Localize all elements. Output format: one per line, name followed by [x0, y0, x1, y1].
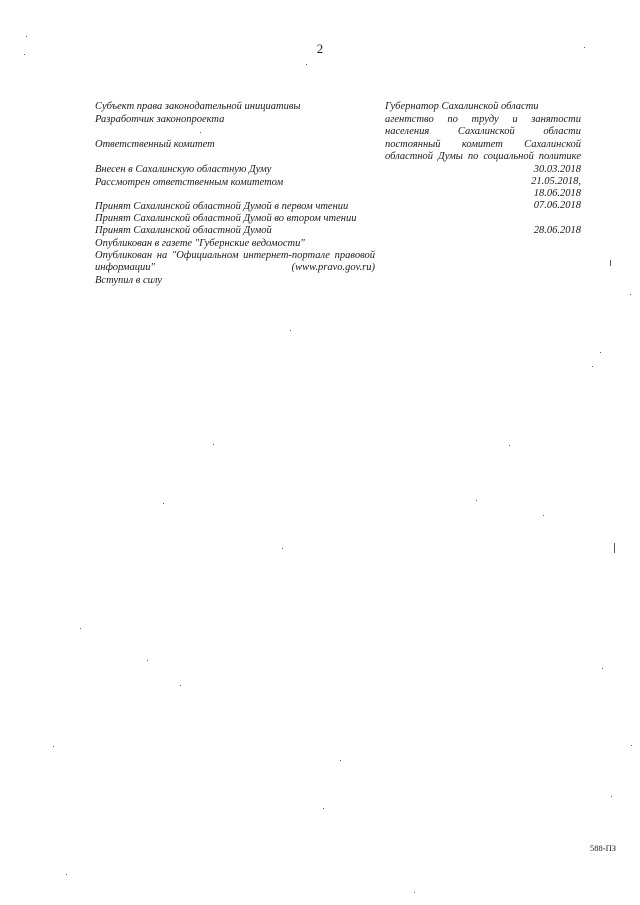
label-published-portal: Опубликован на "Официальном интернет-портале правовой информации" (www.pravo.gov.ru): [95, 250, 375, 273]
document-code: 588-ПЗ: [590, 843, 616, 853]
scan-speck: [509, 445, 510, 446]
label-submitted: Внесен в Сахалинскую областную Думу: [95, 164, 272, 175]
date-adopted: 28.06.2018: [533, 225, 581, 236]
date-submitted: 30.03.2018: [533, 164, 581, 175]
scan-speck: [631, 745, 632, 746]
scan-speck: [282, 548, 283, 549]
scan-speck: [80, 628, 81, 629]
scan-speck: [543, 515, 544, 516]
label-developer: Разработчик законопроекта: [95, 114, 225, 125]
label-committee: Ответственный комитет: [95, 139, 215, 150]
date-first-reading: 07.06.2018: [533, 200, 581, 211]
scan-speck: [323, 808, 324, 809]
scan-speck: [66, 874, 67, 875]
scan-speck: [306, 64, 307, 65]
scan-speck: [24, 54, 25, 55]
page-number: 2: [316, 41, 324, 56]
scan-speck: [611, 796, 612, 797]
label-in-force: Вступил в силу: [95, 275, 162, 286]
scan-speck: [26, 36, 27, 37]
scan-speck: [476, 500, 477, 501]
scan-speck: [610, 260, 611, 266]
scan-speck: [340, 760, 341, 761]
scan-speck: [213, 444, 214, 445]
scan-speck: [614, 543, 615, 553]
scan-speck: [630, 294, 631, 295]
scan-speck: [290, 330, 291, 331]
value-subject: Губернатор Сахалинской области: [385, 101, 539, 112]
label-adopted: Принят Сахалинской областной Думой: [95, 225, 272, 236]
scan-speck: [584, 47, 585, 48]
scan-speck: [600, 352, 601, 353]
scan-speck: [180, 685, 181, 686]
scan-speck: [147, 660, 148, 661]
scan-speck: [592, 366, 593, 367]
scan-speck: [53, 746, 54, 747]
label-subject: Субъект права законодательной инициативы: [95, 101, 301, 112]
label-reviewed: Рассмотрен ответственным комитетом: [95, 177, 284, 188]
scan-speck: [163, 503, 164, 504]
value-committee: постоянный комитет Сахалинской областной Думы по социальной политике: [385, 139, 581, 162]
scan-speck: [602, 668, 603, 669]
label-published-gazette: Опубликован в газете "Губернские ведомости": [95, 238, 305, 249]
label-first-reading: Принят Сахалинской областной Думой в первом чтении: [95, 201, 349, 212]
scan-speck: [414, 892, 415, 893]
label-second-reading: Принят Сахалинской областной Думой во втором чтении: [95, 213, 357, 224]
date-reviewed-1: 21.05.2018,: [531, 176, 581, 187]
date-reviewed-2: 18.06.2018: [533, 188, 581, 199]
scan-speck: [200, 132, 201, 133]
value-developer: агентство по труду и занятости населения Сахалинской области: [385, 114, 581, 137]
